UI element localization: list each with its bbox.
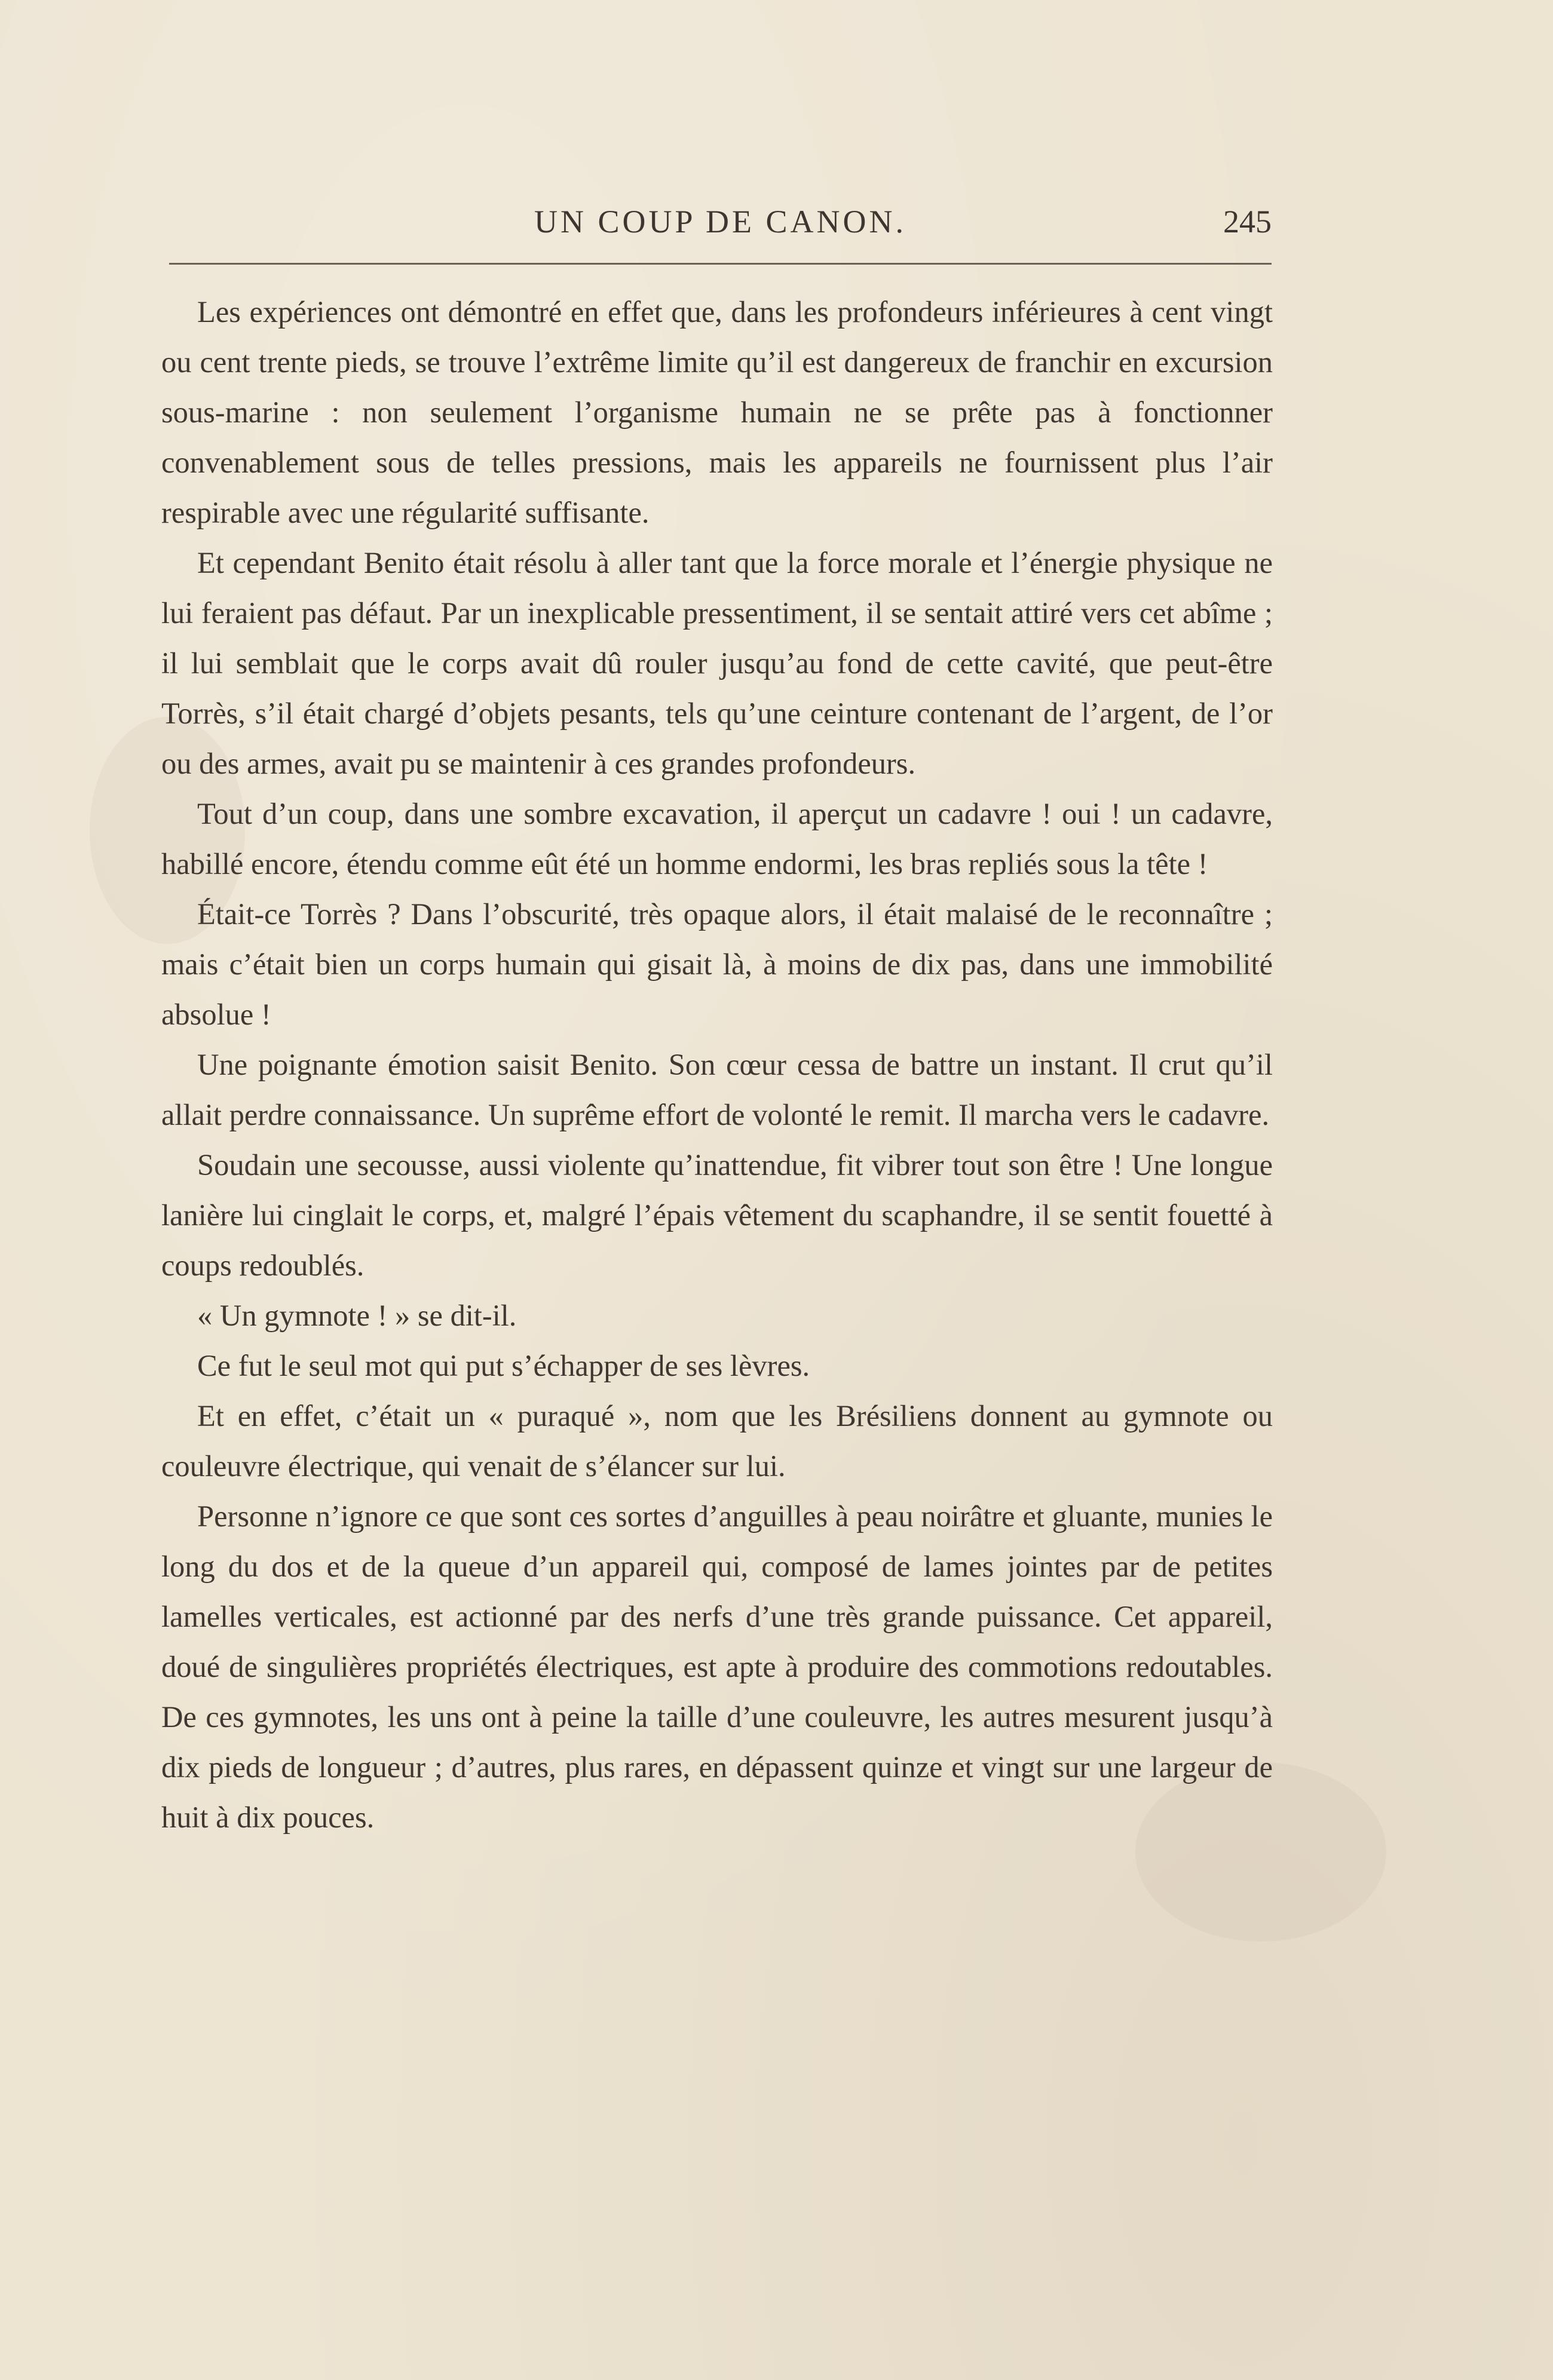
paragraph: Ce fut le seul mot qui put s’échapper de ses lèvres. — [197, 1349, 810, 1382]
paragraph: Et cependant Benito était résolu à aller tant que la force morale et l’énergie physique ne lui feraient pas défaut. Par un inexplicable pressentiment, il se sentait attiré vers cet abîme ; il lui semblait que le corps avait dû rouler jusqu’au fond de cette cavité, que peut-être Torrès, s’il était chargé d’objets pesants, tels qu’une ceinture contenant de l’argent, de l’or ou des armes, avait pu se maintenir à ces grandes profondeurs. — [161, 546, 1273, 780]
header-rule — [169, 263, 1272, 265]
paragraph: Personne n’ignore ce que sont ces sortes d’anguilles à peau noirâtre et gluante, munies le long du dos et de la queue d’un appareil qui, composé de lames jointes par de petites lamelles verticales, est actionné par des nerfs d’une très grande puissance. Cet appareil, doué de singulières propriétés électriques, est apte à produire des commotions redoutables. De ces gymnotes, les uns ont à peine la taille d’une couleuvre, les autres mesurent jusqu’à dix pieds de longueur ; d’autres, plus rares, en dépassent quinze et vingt sur une largeur de huit à dix pouces. — [161, 1499, 1273, 1834]
paragraph: Tout d’un coup, dans une sombre excavation, il aperçut un cadavre ! oui ! un cadavre, habillé encore, étendu comme eût été un homme endormi, les bras repliés sous la tête ! — [161, 797, 1273, 881]
paragraph: Soudain une secousse, aussi violente qu’inattendue, fit vibrer tout son être ! Une longue lanière lui cinglait le corps, et, malgré l’épais vêtement du scaphandre, il se sentit fouetté à coups redoublés. — [161, 1148, 1273, 1282]
paragraph: Une poignante émotion saisit Benito. Son cœur cessa de battre un instant. Il crut qu’il allait perdre connaissance. Un suprême effort de volonté le remit. Il marcha vers le cadavre. — [161, 1048, 1273, 1131]
running-title: UN COUP DE CANON. — [534, 204, 907, 240]
page-number: 245 — [1223, 204, 1272, 240]
paragraph: Était-ce Torrès ? Dans l’obscurité, très opaque alors, il était malaisé de le reconnaître ; mais c’était bien un corps humain qui gisait là, à moins de dix pas, dans une immobilité absolue ! — [161, 897, 1273, 1031]
paragraph: Et en effet, c’était un « puraqué », nom que les Brésiliens donnent au gymnote ou couleuvre électrique, qui venait de s’élancer sur lui. — [161, 1399, 1273, 1483]
body-text — [161, 287, 1273, 1842]
paragraph: « Un gymnote ! » se dit-il. — [197, 1299, 517, 1332]
page-header — [169, 197, 1272, 251]
paragraph: Les expériences ont démontré en effet que, dans les profondeurs inférieures à cent vingt ou cent trente pieds, se trouve l’extrême limite qu’il est dangereux de franchir en excursion sous-marine : non seulement l’organisme humain ne se prête pas à fonctionner convenablement sous de telles pressions, mais les appareils ne fournissent plus l’air respirable avec une régularité suffisante. — [161, 295, 1273, 529]
